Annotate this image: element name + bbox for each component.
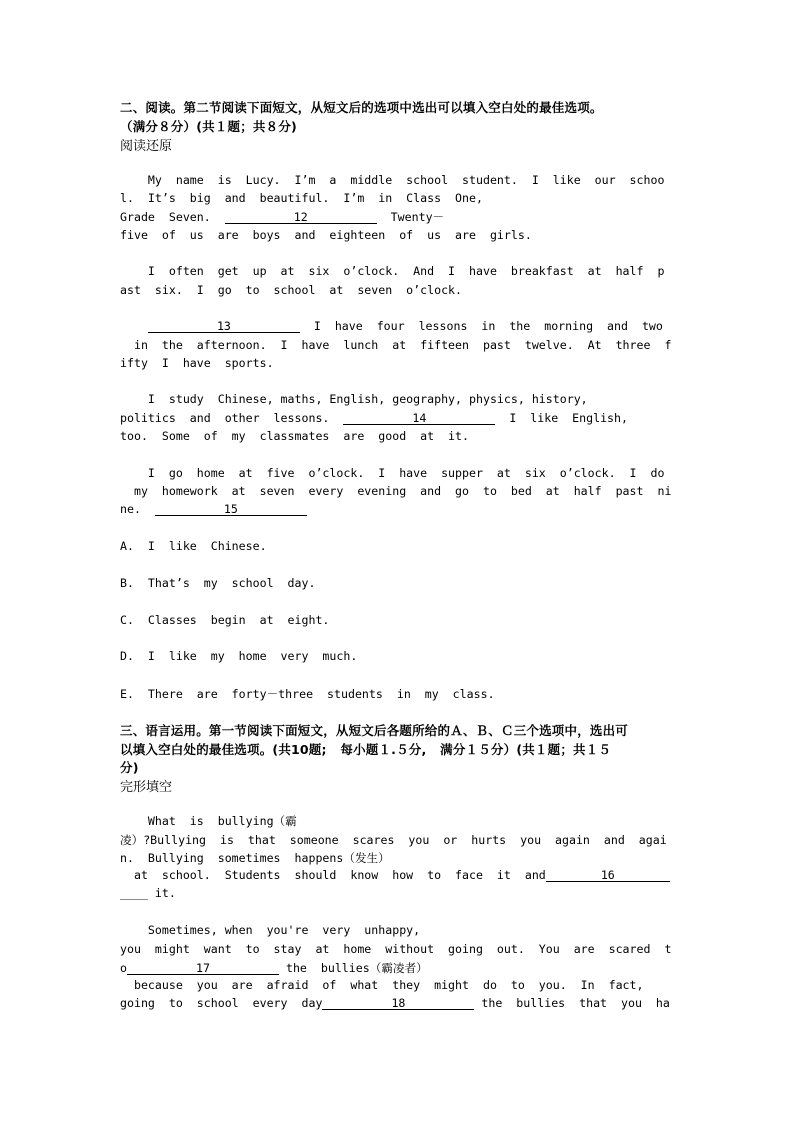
passage-line: because you are afraid of what they might do to you. In fact, bbox=[120, 978, 644, 992]
passage-text: I have four lessons in the morning and two bbox=[299, 319, 663, 333]
passage-line: I often get up at six o’clock. And I have breakfast at half p bbox=[120, 264, 665, 278]
passage-line: Sometimes, when you're very unhappy, bbox=[120, 923, 421, 937]
answer-blank-17[interactable]: 17 bbox=[127, 962, 279, 975]
passage-line bbox=[120, 502, 307, 516]
section2-heading-line2: （满分８分）(共１题；共８分) bbox=[120, 119, 297, 134]
passage-line: in the afternoon. I have lunch at fifteen past twelve. At three f bbox=[120, 338, 672, 352]
answer-blank-15[interactable]: 15 bbox=[155, 503, 307, 516]
passage-line bbox=[120, 996, 670, 1010]
passage-line: five of us are boys and eighteen of us are girls. bbox=[120, 228, 532, 242]
passage-text: I like English, bbox=[495, 411, 628, 425]
passage-line: ast six. I go to school at seven o’clock. bbox=[120, 283, 463, 297]
option-a[interactable]: A. I like Chinese. bbox=[120, 539, 267, 553]
passage-text: Twenty－ bbox=[376, 210, 445, 224]
passage-line: ____ it. bbox=[120, 886, 176, 900]
passage-text: o bbox=[120, 961, 127, 975]
passage-line bbox=[120, 868, 670, 882]
passage-line: My name is Lucy. I’m a middle school student. I like our schoo bbox=[120, 173, 665, 187]
section3-heading-line1: 三、语言运用。第一节阅读下面短文，从短文后各题所给的Ａ、Ｂ、Ｃ三个选项中，选出可 bbox=[120, 723, 629, 738]
passage-line bbox=[120, 319, 663, 333]
section3-subtitle: 完形填空 bbox=[120, 780, 173, 795]
answer-blank-16[interactable]: 16 bbox=[546, 869, 670, 882]
passage-line bbox=[120, 960, 428, 976]
passage-text: Grade Seven. bbox=[120, 210, 225, 224]
section3-heading-line3: 分) bbox=[120, 760, 139, 775]
passage-text: ne. bbox=[120, 502, 155, 516]
passage-text: at school. Students should know how to face it and bbox=[120, 868, 546, 882]
passage-text: going to school every day bbox=[120, 996, 323, 1010]
answer-blank-12[interactable]: 12 bbox=[225, 211, 377, 224]
passage-line: too. Some of my classmates are good at it. bbox=[120, 429, 470, 443]
passage-line: I go home at five o’clock. I have supper at six o’clock. I do bbox=[120, 466, 665, 480]
answer-blank-18[interactable]: 18 bbox=[322, 997, 474, 1010]
answer-blank-14[interactable]: 14 bbox=[343, 412, 495, 425]
option-b[interactable]: B. That’s my school day. bbox=[120, 576, 316, 590]
section3-heading-line2: 以填入空白处的最佳选项。(共10题; 每小题１.５分, 满分１５分）(共１题；共１５ bbox=[120, 742, 612, 757]
section2-heading-line1: 二、阅读。第二节阅读下面短文，从短文后的选项中选出可以填入空白处的最佳选项。 bbox=[120, 100, 603, 115]
passage-line: you might want to stay at home without going out. You are scared t bbox=[120, 942, 672, 956]
passage-text: politics and other lessons. bbox=[120, 411, 344, 425]
passage-line bbox=[120, 209, 444, 225]
passage-text: the bullies that you ha bbox=[474, 996, 670, 1010]
passage-line: ifty I have sports. bbox=[120, 356, 274, 370]
option-d[interactable]: D. I like my home very much. bbox=[120, 649, 358, 663]
passage-line: my homework at seven every evening and go to bed at half past ni bbox=[120, 484, 672, 498]
section2-subtitle: 阅读还原 bbox=[120, 139, 173, 154]
option-e[interactable]: E. There are forty－three students in my class. bbox=[120, 687, 495, 701]
passage-line: 凌）?Bullying is that someone scares you or hurts you again and agai bbox=[120, 833, 667, 847]
passage-line: l. It’s big and beautiful. I’m in Class One, bbox=[120, 191, 483, 205]
option-c[interactable]: C. Classes begin at eight. bbox=[120, 613, 330, 627]
passage-line: I study Chinese, maths, English, geography, physics, history, bbox=[120, 392, 588, 406]
passage-text: the bullies（霸凌者） bbox=[278, 961, 428, 975]
answer-blank-13[interactable]: 13 bbox=[148, 320, 300, 333]
passage-line bbox=[120, 411, 628, 425]
passage-line: n. Bullying sometimes happens（发生） bbox=[120, 851, 390, 865]
passage-line: What is bullying（霸 bbox=[120, 814, 297, 828]
